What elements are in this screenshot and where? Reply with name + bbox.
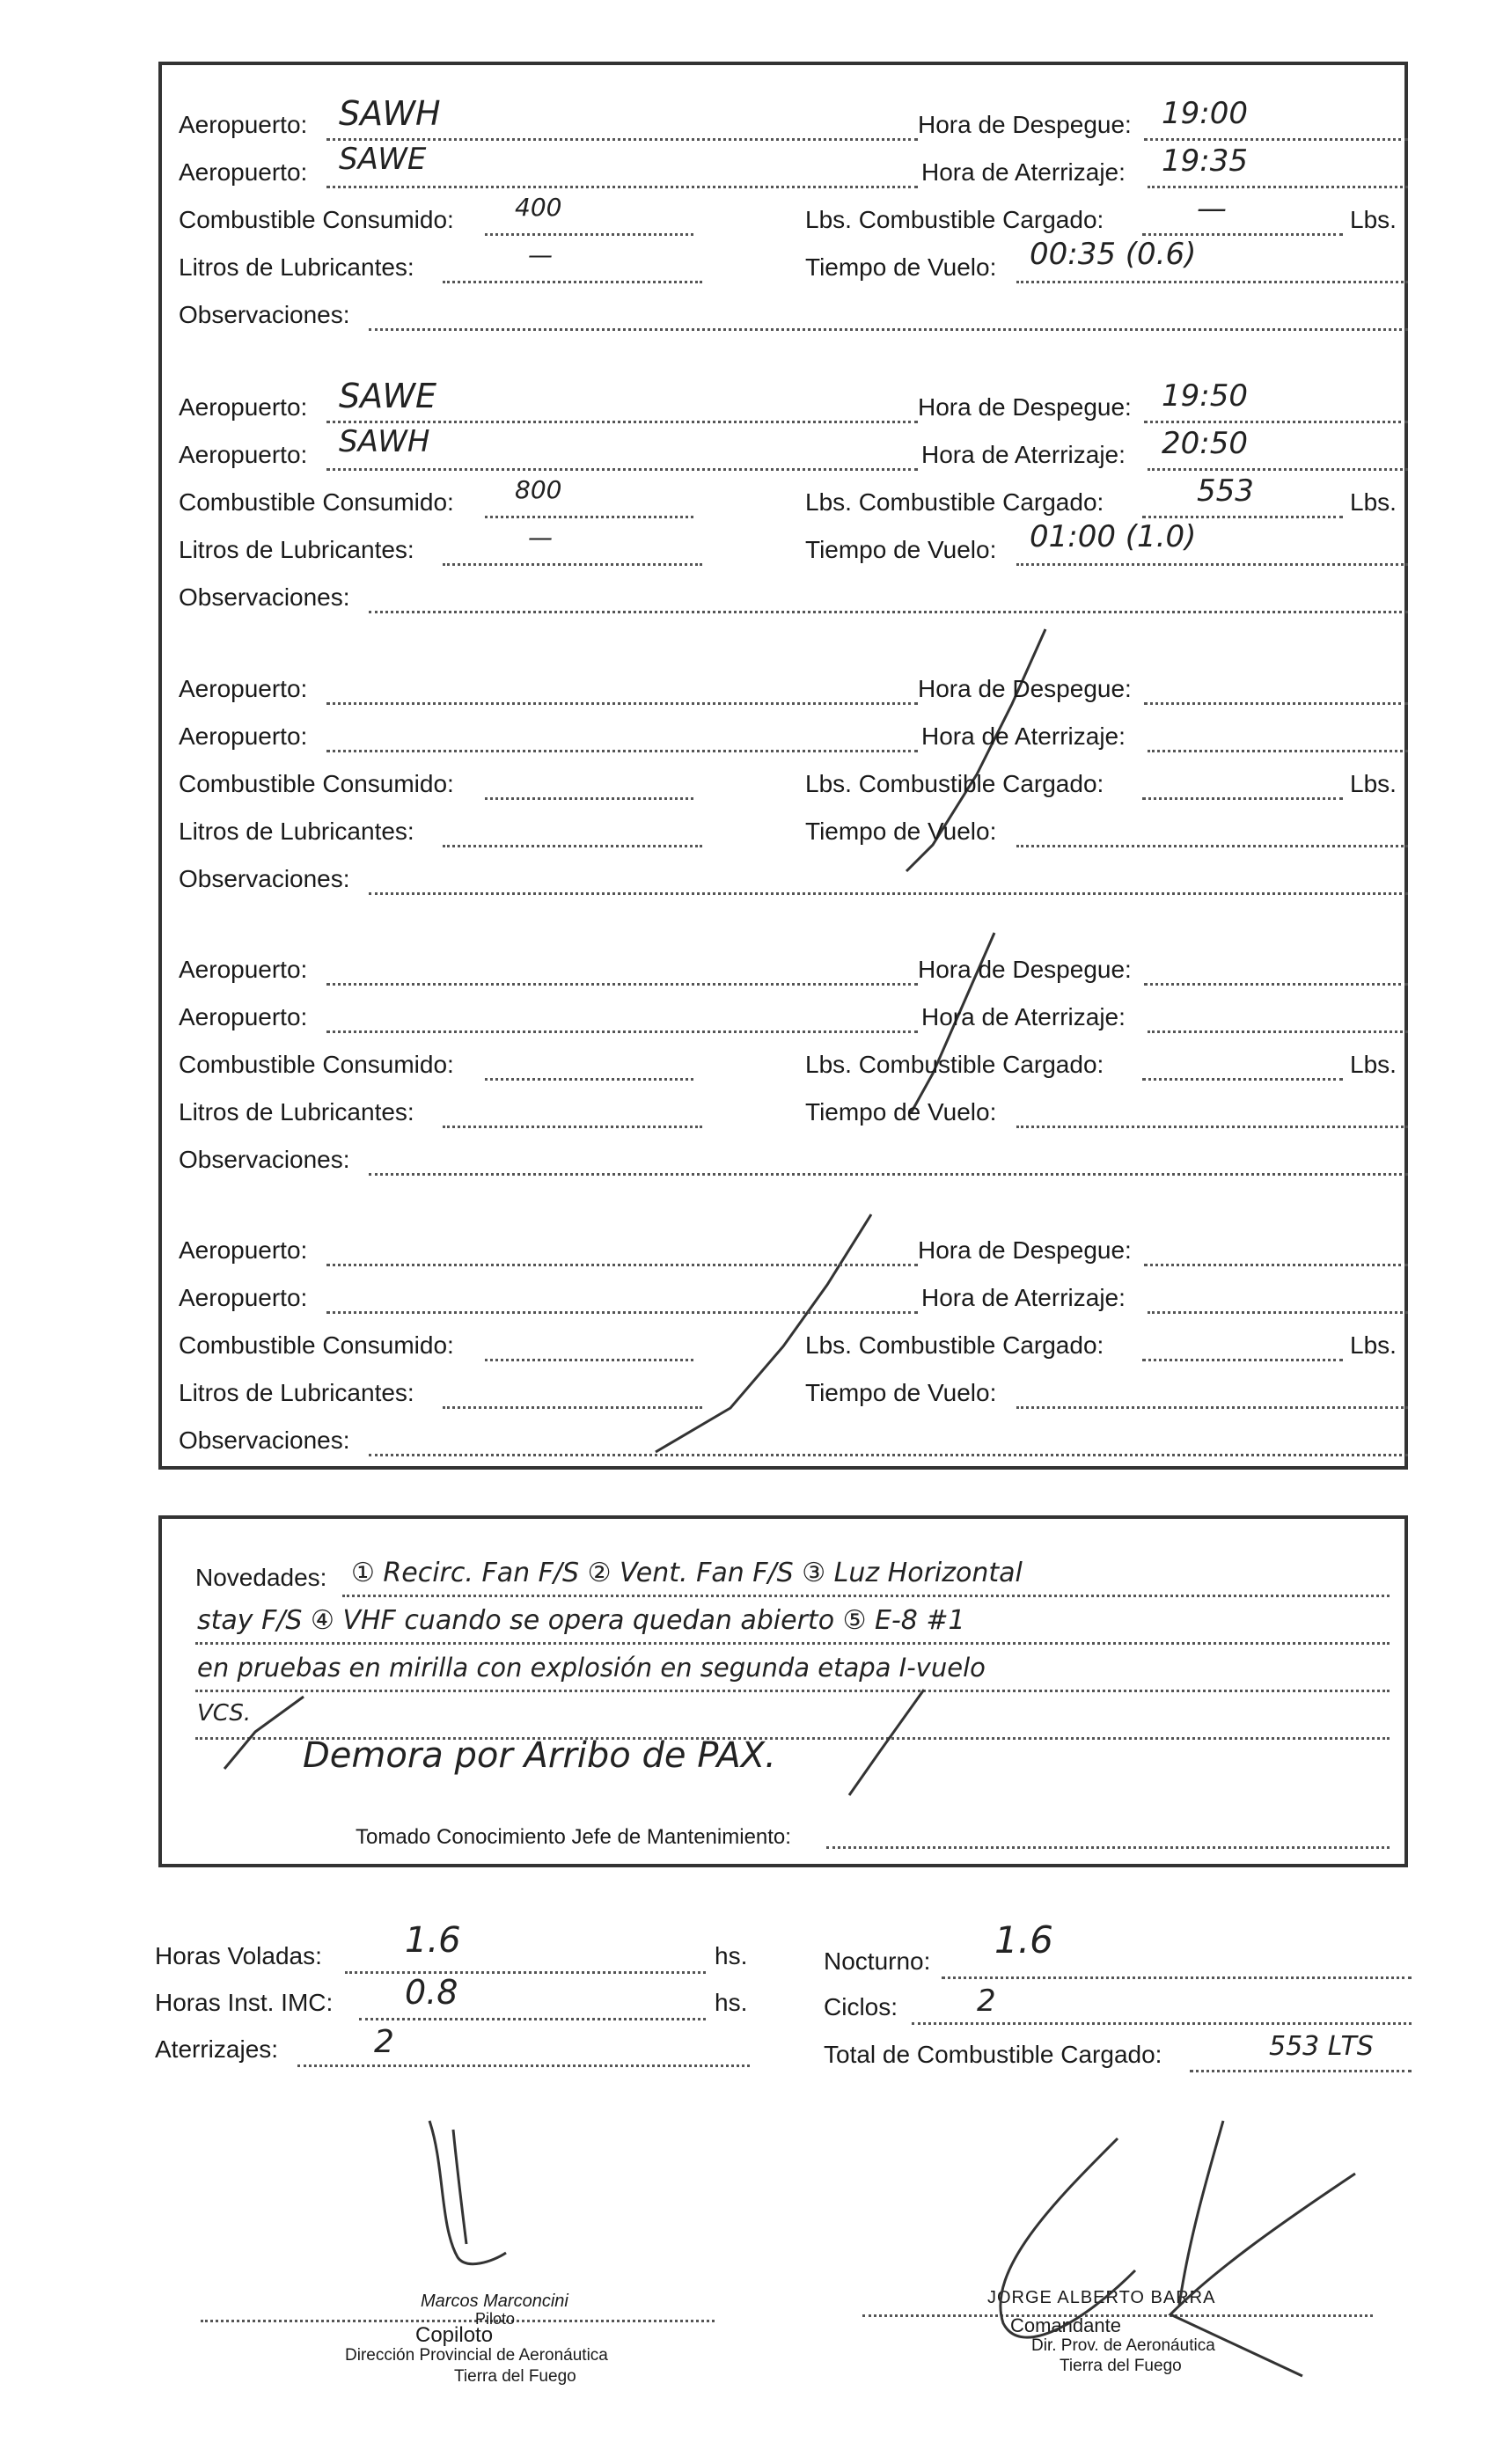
dotted-line: [1016, 281, 1408, 283]
dotted-line: [1148, 750, 1408, 752]
leg-3-combustible-cargado-label: Lbs. Combustible Cargado:: [805, 770, 1104, 797]
leg-2-hora-despegue-value: 19:50: [1162, 378, 1248, 414]
leg-1-lbs-label: Lbs.: [1350, 206, 1397, 233]
leg-5-combustible-consumido-label: Combustible Consumido:: [179, 1331, 454, 1359]
copiloto-org2: Tierra del Fuego: [454, 2367, 576, 2386]
dotted-line: [1016, 1126, 1408, 1128]
dotted-line: [1016, 845, 1408, 847]
leg-1-tiempo-vuelo-value: 00:35 (0.6): [1030, 237, 1197, 272]
dotted-line: [1144, 1264, 1408, 1266]
leg-3-hora-despegue-label: Hora de Despegue:: [918, 675, 1132, 702]
leg-1-combustible-cargado-label: Lbs. Combustible Cargado:: [805, 206, 1104, 233]
dotted-line: [326, 1030, 918, 1033]
leg-2-hora-aterrizaje-value: 20:50: [1162, 426, 1248, 461]
leg-1-aeropuerto-llegada-label: Aeropuerto:: [179, 158, 308, 186]
leg-2-tiempo-vuelo-value: 01:00 (1.0): [1030, 519, 1197, 554]
leg-2-combustible-consumido-value: 800: [515, 475, 562, 504]
leg-5-tiempo-vuelo-label: Tiempo de Vuelo:: [805, 1379, 997, 1406]
comandante-org: Dir. Prov. de Aeronáutica: [1031, 2336, 1215, 2355]
copiloto-org: Dirección Provincial de Aeronáutica: [345, 2346, 608, 2365]
nocturno-label: Nocturno:: [824, 1947, 931, 1975]
leg-4-tiempo-vuelo-label: Tiempo de Vuelo:: [805, 1098, 997, 1126]
aterrizajes-value: 2: [374, 2024, 394, 2060]
leg-2-aeropuerto-salida-label: Aeropuerto:: [179, 393, 308, 421]
leg-5-hora-despegue-label: Hora de Despegue:: [918, 1236, 1132, 1264]
leg-1-lubricantes-value: —: [528, 240, 553, 269]
dotted-line: [369, 328, 1408, 331]
leg-4-combustible-consumido-label: Combustible Consumido:: [179, 1051, 454, 1078]
dotted-line: [443, 1126, 702, 1128]
horas-voladas-value: 1.6: [405, 1920, 461, 1961]
dotted-line: [443, 281, 702, 283]
dotted-line: [1148, 468, 1408, 471]
dotted-line: [485, 1078, 693, 1081]
dotted-line: [443, 1406, 702, 1409]
leg-3-lbs-label: Lbs.: [1350, 770, 1397, 797]
leg-5-lubricantes-label: Litros de Lubricantes:: [179, 1379, 414, 1406]
dotted-line: [443, 845, 702, 847]
novedades-bracket-left: [224, 1697, 304, 1769]
dotted-line: [1148, 1311, 1408, 1314]
dotted-line: [443, 563, 702, 566]
leg-3-hora-aterrizaje-label: Hora de Aterrizaje:: [921, 722, 1126, 750]
leg-2-hora-aterrizaje-label: Hora de Aterrizaje:: [921, 441, 1126, 468]
leg-4-hora-aterrizaje-label: Hora de Aterrizaje:: [921, 1003, 1126, 1030]
leg-1-aeropuerto-llegada-value: SAWE: [339, 142, 427, 177]
leg-5-lbs-label: Lbs.: [1350, 1331, 1397, 1359]
dotted-line: [485, 1359, 693, 1361]
leg-4-observaciones-label: Observaciones:: [179, 1146, 350, 1173]
leg-2-aeropuerto-llegada-value: SAWH: [339, 424, 430, 459]
dotted-line: [369, 892, 1408, 895]
total-combustible-label: Total de Combustible Cargado:: [824, 2041, 1162, 2068]
leg-1-aeropuerto-salida-value: SAWH: [339, 94, 441, 133]
dotted-line: [326, 1264, 918, 1266]
leg-4-lubricantes-label: Litros de Lubricantes:: [179, 1098, 414, 1126]
dotted-line: [1142, 1078, 1343, 1081]
dotted-line: [1016, 563, 1408, 566]
copiloto-signature: [429, 2121, 506, 2264]
leg-1-combustible-cargado-value: —: [1197, 191, 1227, 226]
dotted-line: [1142, 233, 1343, 236]
leg-3-aeropuerto-salida-label: Aeropuerto:: [179, 675, 308, 702]
dotted-line: [1016, 1406, 1408, 1409]
leg-4-aeropuerto-llegada-label: Aeropuerto:: [179, 1003, 308, 1030]
leg-2-lubricantes-value: —: [528, 523, 553, 552]
nocturno-value: 1.6: [994, 1918, 1053, 1962]
leg-1-hora-aterrizaje-label: Hora de Aterrizaje:: [921, 158, 1126, 186]
dotted-line: [326, 702, 918, 705]
jefe-mantenimiento-label: Tomado Conocimiento Jefe de Mantenimiento:: [356, 1825, 791, 1849]
leg-2-observaciones-label: Observaciones:: [179, 583, 350, 611]
copiloto-nombre: Marcos Marconcini: [421, 2292, 568, 2311]
leg-5-combustible-cargado-label: Lbs. Combustible Cargado:: [805, 1331, 1104, 1359]
dotted-line: [1148, 186, 1408, 188]
leg-4-lbs-label: Lbs.: [1350, 1051, 1397, 1078]
leg-3-combustible-consumido-label: Combustible Consumido:: [179, 770, 454, 797]
dotted-line: [485, 797, 693, 800]
copiloto-cargo: Piloto: [475, 2310, 516, 2328]
leg-2-aeropuerto-salida-value: SAWE: [339, 377, 437, 415]
dotted-line: [326, 421, 918, 423]
dotted-line: [369, 1454, 1408, 1456]
dotted-line: [326, 138, 918, 141]
dotted-line: [326, 983, 918, 986]
comandante-org2: Tierra del Fuego: [1060, 2357, 1182, 2375]
leg-2-hora-despegue-label: Hora de Despegue:: [918, 393, 1132, 421]
leg-3-observaciones-label: Observaciones:: [179, 865, 350, 892]
dotted-line: [326, 468, 918, 471]
dotted-line: [1144, 138, 1408, 141]
leg-1-lubricantes-label: Litros de Lubricantes:: [179, 253, 414, 281]
leg-1-hora-despegue-value: 19:00: [1162, 96, 1248, 131]
novedades-line-5: Demora por Arribo de PAX.: [303, 1735, 776, 1776]
leg-5-aeropuerto-salida-label: Aeropuerto:: [179, 1236, 308, 1264]
horas-imc-unit: hs.: [715, 1989, 748, 2016]
horas-imc-value: 0.8: [405, 1973, 458, 2012]
leg-2-tiempo-vuelo-label: Tiempo de Vuelo:: [805, 536, 997, 563]
leg-4-combustible-cargado-label: Lbs. Combustible Cargado:: [805, 1051, 1104, 1078]
leg-1-aeropuerto-salida-label: Aeropuerto:: [179, 111, 308, 138]
dotted-line: [485, 233, 693, 236]
leg-3-aeropuerto-llegada-label: Aeropuerto:: [179, 722, 308, 750]
leg-1-combustible-consumido-label: Combustible Consumido:: [179, 206, 454, 233]
leg-3-tiempo-vuelo-label: Tiempo de Vuelo:: [805, 818, 997, 845]
leg-3-lubricantes-label: Litros de Lubricantes:: [179, 818, 414, 845]
leg-5-hora-aterrizaje-label: Hora de Aterrizaje:: [921, 1284, 1126, 1311]
novedades-line-1: ① Recirc. Fan F/S ② Vent. Fan F/S ③ Luz Horizontal: [351, 1558, 1023, 1588]
leg-2-aeropuerto-llegada-label: Aeropuerto:: [179, 441, 308, 468]
leg-5-observaciones-label: Observaciones:: [179, 1426, 350, 1454]
leg-4-hora-despegue-label: Hora de Despegue:: [918, 956, 1132, 983]
dotted-line: [1142, 797, 1343, 800]
leg-1-tiempo-vuelo-label: Tiempo de Vuelo:: [805, 253, 997, 281]
leg-1-hora-aterrizaje-value: 19:35: [1162, 143, 1248, 179]
dotted-line: [326, 186, 918, 188]
leg-2-combustible-cargado-label: Lbs. Combustible Cargado:: [805, 488, 1104, 516]
novedades-bracket-right: [849, 1690, 924, 1795]
leg-2-lbs-label: Lbs.: [1350, 488, 1397, 516]
comandante-cargo: Comandante: [1010, 2314, 1121, 2336]
total-combustible-value: 553 LTS: [1269, 2031, 1374, 2062]
dotted-line: [326, 750, 918, 752]
ciclos-value: 2: [977, 1984, 996, 2019]
dotted-line: [1142, 1359, 1343, 1361]
leg-1-observaciones-label: Observaciones:: [179, 301, 350, 328]
novedades-line-2: stay F/S ④ VHF cuando se opera quedan abierto ⑤ E-8 #1: [197, 1605, 965, 1636]
dotted-line: [326, 1311, 918, 1314]
novedades-label: Novedades:: [195, 1564, 327, 1591]
leg-2-lubricantes-label: Litros de Lubricantes:: [179, 536, 414, 563]
dotted-line: [1148, 1030, 1408, 1033]
leg-2-combustible-consumido-label: Combustible Consumido:: [179, 488, 454, 516]
novedades-line-4: VCS.: [197, 1700, 252, 1727]
dotted-line: [1144, 702, 1408, 705]
copiloto-rol: Copiloto: [415, 2323, 494, 2347]
dotted-line: [369, 611, 1408, 613]
aterrizajes-label: Aterrizajes:: [155, 2035, 279, 2063]
dotted-line: [1144, 983, 1408, 986]
dotted-line: [369, 1173, 1408, 1176]
horas-imc-label: Horas Inst. IMC:: [155, 1989, 334, 2016]
dotted-line: [1144, 421, 1408, 423]
leg-5-aeropuerto-llegada-label: Aeropuerto:: [179, 1284, 308, 1311]
comandante-signature: [1001, 2121, 1355, 2376]
comandante-nombre: JORGE ALBERTO BARRA: [987, 2288, 1216, 2307]
ciclos-label: Ciclos:: [824, 1993, 898, 2020]
leg-2-combustible-cargado-value: 553: [1197, 473, 1254, 509]
dotted-line: [485, 516, 693, 518]
novedades-line-3: en pruebas en mirilla con explosión en segunda etapa I-vuelo: [197, 1653, 986, 1683]
dotted-line: [1142, 516, 1343, 518]
horas-voladas-unit: hs.: [715, 1942, 748, 1969]
horas-voladas-label: Horas Voladas:: [155, 1942, 322, 1969]
leg-4-aeropuerto-salida-label: Aeropuerto:: [179, 956, 308, 983]
leg-1-combustible-consumido-value: 400: [515, 193, 562, 222]
leg-1-hora-despegue-label: Hora de Despegue:: [918, 111, 1132, 138]
